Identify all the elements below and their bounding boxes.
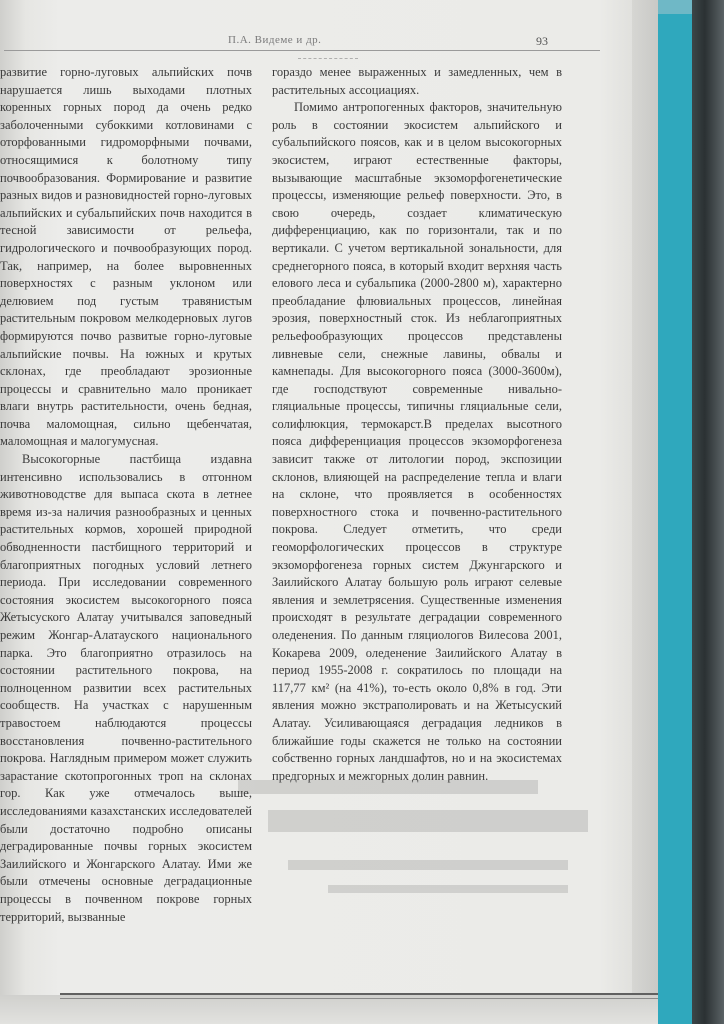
header-rule xyxy=(4,50,600,51)
left-column xyxy=(0,64,253,924)
show-through-bleed xyxy=(228,760,608,920)
right-column xyxy=(272,64,562,783)
right-paragraph-1: гораздо менее выраженных и замедленных, чем в растительных ассоциациях. xyxy=(272,65,562,97)
left-paragraph-2: Высокогорные пастбища издавна интенсивно использовались в отгонном животноводстве для выпаса скота в летнее время из-за наличия разнообразных и ценных растительных кормов, хорошей природной обводненности пастбищного территорий и благоприятных погодных условий летнего периода. При исследовании современного состояния экосистем высокогорного пояса Жетысуского Алатау учитывался заповедный режим Жонгар-Алатауского национального парка. Это благоприятно отразилось на состоянии растительного покрова, на полноценном развитии всех растительных сообществ. На участках с нарушенным травостоем наблюдаются процессы восстановления почвенно-растительного покрова. Наглядным примером может служить зарастание скотопрогонных троп на склонах гор. Как уже отмечалось выше, исследованиями казахстанских исследователей были достаточно подробно описаны деградированные почвы горных экосистем Заилийского и Жонгарского Алатау. Ими же были отмечены основные деградационные процессы в почвенном покрове горных территорий, вызванные xyxy=(0,452,252,924)
page-number: 93 xyxy=(536,34,548,48)
scanner-dark-edge xyxy=(692,0,724,1024)
page-edge-shadow xyxy=(632,0,658,1024)
cover-edge-cyan-top xyxy=(658,0,692,14)
left-paragraph-1: развитие горно-луговых альпийских почв нарушается лишь выходами плотных коренных горных пород да очень редко заболоченными субоккими котловинами с оторфованными гидроморфными почвами, относящимися к болотному типу почвообразования. Формирование и развитие разных видов и разновидностей горно-луговых альпийских и субальпийских почв находится в тесной зависимости от рельефа, гидрологического и почвообразующих пород. Так, например, на более выровненных поверхностях с разным уклоном или делювием под густым травянистым растительным покровом мелкодерновых лугов формируются почво развитые горно-луговые альпийские почвы. На южных и крутых склонах, где преобладают эрозионные процессы и сравнительно мало проникает влаги внутрь растительности, очень бедная, почва маломощная, сильно щебенчатая, маломощная и малогумусная. xyxy=(0,65,253,449)
right-paragraph-2: Помимо антропогенных факторов, значительную роль в состоянии экосистем альпийского и субальпийского поясов, как и в целом высокогорных экосистем, играют естественные факторы, вызывающие масштабные экзоморфогенетические процессы, изменяющие рельеф поверхности. Это, в свою очередь, создает климатическую дифференциацию, как по горизонтали, так и по вертикали. С учетом вертикальной зональности, для среднегорного пояса, в который входит верхняя часть елового леса и субальпика (2000-2800 м), характерно преобладание флювиальных процессов, линейная эрозия, поверхностный сток. Из неблагоприятных рельефообразующих процессов представлены ливневые сели, снежные лавины, обвалы и камнепады. Для высокогорного пояса (3000-3600м), где господствуют современные нивально-гляциальные процессы, типичны гляциальные сели, солифлюкция, термокарст.В пределах высотного пояса дифференциация процессов экзоморфогенеза зависит также от литологии пород, экспозиции склонов, влияющей на распределение тепла и влаги на склоне, что проявляется в особенностях поверхностного стока и почвенно-растительного покрова. Следует отметить, что среди геоморфологических процессов в структуре экзоморфогенеза горных систем Джунгарского и Заилийского Алатау большую роль играют селевые явления и землетрясения. Существенные изменения происходят в результате деградации современного оледенения. По данным гляциологов Вилесова 2001, Кокарева 2009, оледенение Заилийского Алатау в период 1955-2008 г. сократилось по площади на 117,77 км² (на 41%), то-есть около 0,8% в год. Эти явления можно экстраполировать и на Жетысуский Алатау. Усиливающаяся деградация ледников в ближайшие годы скажется не только на состоянии собственно горных ландшафтов, но и на экосистемах предгорных и межгорных долин равнин. xyxy=(272,100,562,783)
cover-edge-cyan xyxy=(658,0,692,1024)
running-head: П.А. Видеме и др. xyxy=(228,34,322,46)
bottom-rule xyxy=(60,993,658,999)
page-bottom-band xyxy=(0,995,658,1024)
